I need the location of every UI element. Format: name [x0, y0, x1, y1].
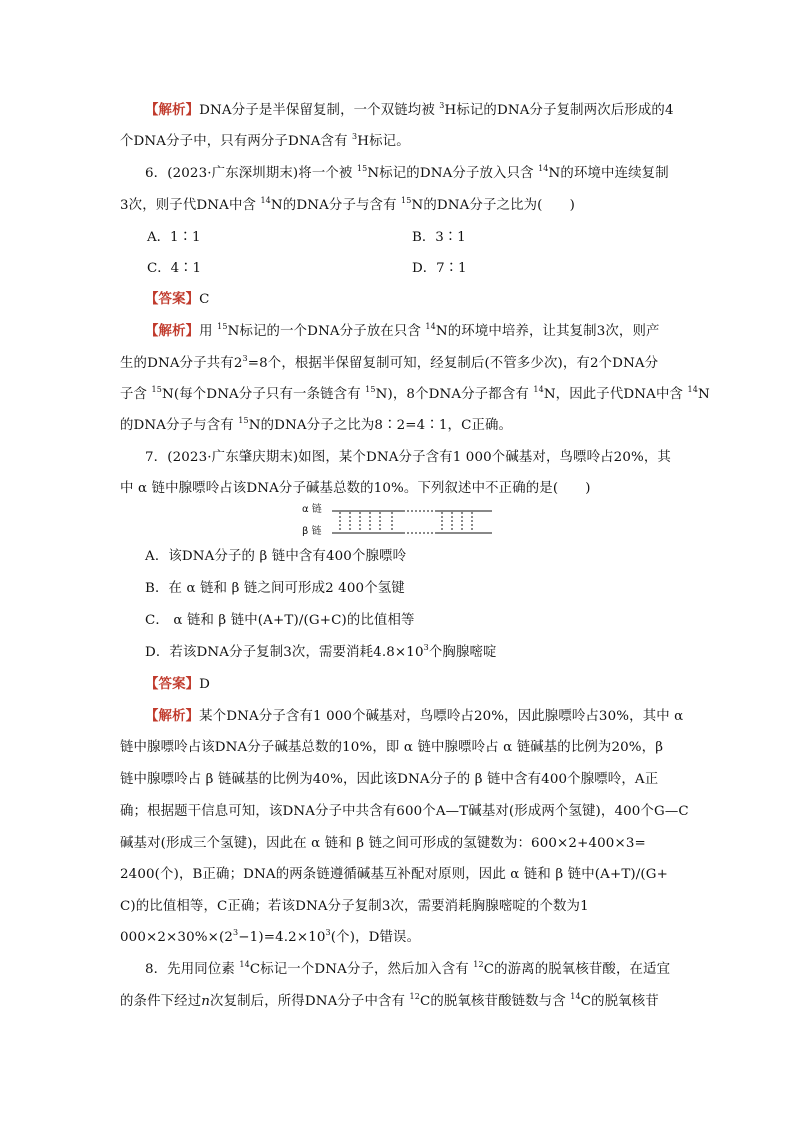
explanation-7-line-7: C)的比值相等，C正确；若该DNA分子复制3次，需要消耗胸腺嘧啶的个数为1	[120, 899, 589, 914]
answer-tag: 【答案】	[145, 292, 200, 307]
alpha-strand-label: α 链	[302, 504, 322, 515]
answer-6: 【答案】C	[145, 292, 210, 307]
q7-option-c: C． α 链和 β 链中(A+T)/(G+C)的比值相等	[145, 613, 415, 628]
explanation-7-line-4: 确；根据题干信息可知，该DNA分子中共含有600个A—T碱基对(形成两个氢键)，400个G—C	[120, 804, 689, 819]
explanation-tag: 【解析】	[145, 103, 200, 118]
explanation-7-line-5: 碱基对(形成三个氢键)，因此在 α 链和 β 链之间可形成的氢键数为：600×2+400×3=	[120, 836, 646, 851]
explanation-6-line-4: 的DNA分子与含有 $^{15}$N的DNA分子之比为8∶2=4∶1，C正确。	[120, 416, 513, 433]
explanation-7-line-2: 链中腺嘌呤占该DNA分子碱基总数的10%，即 α 链中腺嘌呤占 α 链碱基的比例为20%，β	[120, 740, 664, 755]
question-7-line-1: 7．(2023·广东肇庆期末)如图，某个DNA分子含有1 000个碱基对，鸟嘌呤占20%，其	[145, 450, 671, 465]
q6-option-d: D．7∶1	[412, 261, 467, 276]
explanation-5-line-2: 个DNA分子中，只有两分子DNA含有 $^3$H标记。	[120, 132, 410, 149]
explanation-tag: 【解析】	[145, 709, 200, 724]
dna-strand-figure	[296, 500, 496, 540]
explanation-7-line-8: $000\times 2\times 30\%\times(2^3-1)=4.2\times 10^3$(个)，D错误。	[120, 928, 421, 945]
question-8-line-2: 的条件下经过n次复制后，所得DNA分子中含有 $^{12}$C的脱氧核苷酸链数与含 $^{14}$C的脱氧核苷	[120, 992, 659, 1009]
base-pair-rungs	[340, 512, 472, 532]
explanation-6-line-3: 子含 $^{15}$N(每个DNA分子只有一条链含有 $^{15}$N)，8个DNA分子都含有 $^{14}$N，因此子代DNA中含 $^{14}$N	[120, 385, 710, 402]
q6-option-a: A．1∶1	[147, 230, 201, 245]
explanation-7-line-6: 2400(个)，B正确；DNA的两条链遵循碱基互补配对原则，因此 α 链和 β 链中(A+T)/(G+	[120, 867, 669, 882]
q7-option-d: D．若该DNA分子复制3次，需要消耗$4.8\times 10^3$个胸腺嘧啶	[145, 643, 497, 660]
dna-strand-diagram	[296, 500, 496, 540]
question-6-line-1: 6．(2023·广东深圳期末)将一个被 $^{15}$N标记的DNA分子放入只含 $^{14}$N的环境中连续复制	[145, 164, 669, 181]
explanation-7-line-1: 【解析】某个DNA分子含有1 000个碱基对，鸟嘌呤占20%，因此腺嘌呤占30%，其中 α	[145, 709, 684, 724]
question-8-line-1: 8．先用同位素 $^{14}$C标记一个DNA分子，然后加入含有 $^{12}$C的游离的脱氧核苷酸，在适宜	[145, 960, 671, 977]
answer-tag: 【答案】	[145, 677, 200, 692]
explanation-5-line-1: 【解析】DNA分子是半保留复制，一个双链均被 $^3$H标记的DNA分子复制两次后形成的4	[145, 101, 674, 118]
q7-option-a: A．该DNA分子的 β 链中含有400个腺嘌呤	[145, 549, 407, 564]
beta-strand-label: β 链	[302, 526, 322, 537]
question-7-line-2: 中 α 链中腺嘌呤占该DNA分子碱基总数的10%。下列叙述中不正确的是( )	[120, 481, 591, 496]
explanation-7-line-3: 链中腺嘌呤占 β 链碱基的比例为40%，因此该DNA分子的 β 链中含有400个腺嘌呤，A正	[120, 772, 659, 787]
q6-option-b: B．3∶1	[412, 230, 466, 245]
explanation-tag: 【解析】	[145, 324, 200, 339]
q6-option-c: C．4∶1	[147, 261, 202, 276]
explanation-6-line-2: 生的DNA分子共有$2^3=8$个，根据半保留复制可知，经复制后(不管多少次)，有2个DNA分	[120, 354, 659, 371]
explanation-6-line-1: 【解析】用 $^{15}$N标记的一个DNA分子放在只含 $^{14}$N的环境中培养，让其复制3次，则产	[145, 322, 660, 339]
question-6-line-2: 3次，则子代DNA中含 $^{14}$N的DNA分子与含有 $^{15}$N的DNA分子之比为( )	[120, 196, 576, 213]
answer-7: 【答案】D	[145, 677, 211, 692]
q7-option-b: B．在 α 链和 β 链之间可形成2 400个氢键	[145, 581, 405, 596]
